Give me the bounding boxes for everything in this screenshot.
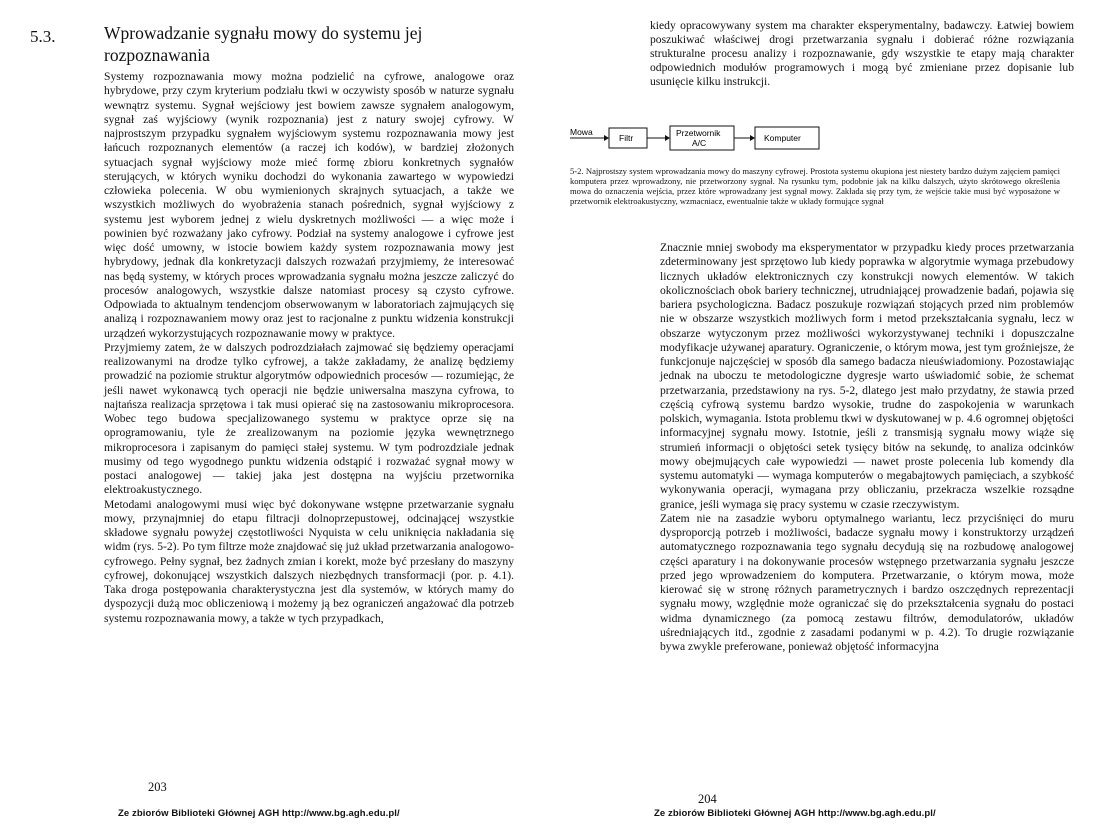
paragraph: Przyjmiemy zatem, że w dalszych podrozdziałach zajmować się będziemy operacjami realizowanymi na drodze tylko cyfrowej, a także zakładamy, że analizę będziemy prowadzić na poziomie struktur algorytmów odpowiednich procesów — rozumiejąc, że jeśli nawet wykonawcą tych operacji nie będzie uniwersalna maszyna cyfrowa, to najtańsza realizacja sprzętowa i tak musi opierać się na zastosowaniu mikroprocesora. Wobec tego budowa specjalizowanego systemu w praktyce oprze się na oprogramowaniu, tyle że zrealizowanym na poziomie języka wewnętrznego mikroprocesora i zapisanym do pamięci stałej systemu. W tym podrozdziale jednak musimy od tego wygodnego punktu widzenia odstąpić i rozważać sygnał mowy w postaci analogowej — takiej jaka jest dostępna na wyjściu przetwornika elektroakustycznego. <box>104 340 514 497</box>
computer-label: Komputer <box>764 133 801 143</box>
converter-label: Przetwornik <box>676 128 721 138</box>
arrow-head <box>750 135 755 141</box>
section-number: 5.3. <box>30 27 56 46</box>
paragraph: Metodami analogowymi musi więc być dokonywane wstępne przetwarzanie sygnału mowy, przynajmniej do etapu filtracji dolnoprzepustowej, odcinającej wszystkie składowe sygnału powyżej częstotliwości Nyquista w celu uniknięcia nakładania się widm (rys. 5-2). Po tym filtrze może znajdować się już układ przetwarzania analogowo-cyfrowego. Pełny sygnał, bez żadnych zmian i korekt, może być przesłany do maszyny cyfrowej, dokonującej wszystkich dalszych niezbędnych transformacji (por. p. 4.1). Taka droga postępowania charakterystyczna jest dla systemów, w których mamy do dyspozycji dużą moc obliczeniową i możemy ją bez ograniczeń angażować dla potrzeb systemu rozpoznawania mowy, a także w tych przypadkach, <box>104 497 514 625</box>
right-page <box>550 0 1100 829</box>
converter-sublabel: A/C <box>692 138 707 148</box>
left-body-text <box>104 70 514 626</box>
right-top-text <box>650 19 1074 89</box>
block-diagram <box>570 120 830 160</box>
library-footer: Ze zbiorów Biblioteki Głównej AGH http://www.bg.agh.edu.pl/ <box>118 808 400 819</box>
paragraph: Systemy rozpoznawania mowy można podzielić na cyfrowe, analogowe oraz hybrydowe, przy czym kryterium podziału tkwi w oczywisty sposób w naturze sygnału wewnątrz systemu. Sygnał wejściowy jest bowiem zawsze sygnałem analogowym, sygnał zaś wyjściowy (wynik rozpoznania) jest z natury swojej cyfrowy. W najprostszym przypadku sygnałem wyjściowym systemu rozpoznawania mowy jest łańcuch rozpoznanych elementów (a raczej ich kodów), w bardziej złożonych sytuacjach sygnał wyjściowy może mieć formę zbioru konkretnych sygnałów sterujących, w których wyniku dochodzi do wykonania zawartego w wypowiedzi człowieka polecenia. W obu wymienionych skrajnych sytuacjach, a także we wszystkich możliwych do wyobrażenia stanach pośrednich, sygnał wyjściowy z systemu jest wyborem jednej z wielu dyskretnych możliwości — a więc może i powinien być rozważany jako cyfrowy. Podział na systemy analogowe i cyfrowe jest więc dość umowny, w istocie bowiem każdy system rozpoznawania mowy jest hybrydowy, jednak dla konkretyzacji dalszych rozważań przyjmiemy, że interesować nas będą systemy, w których proces wprowadzania sygnału można jeszcze zaliczyć do procesów analogowych, wszystkie dalsze natomiast procesy są czysto cyfrowe. Odpowiada to aktualnym tendencjom obserwowanym w laboratoriach zajmujących się analizą i rozpoznawaniem mowy oraz jest to racjonalne z punktu widzenia konstrukcji urządzeń wykorzystujących rozpoznawanie mowy w praktyce. <box>104 70 514 340</box>
arrow-head <box>604 135 609 141</box>
section-title: Wprowadzanie sygnału mowy do systemu jej rozpoznawania <box>104 23 423 65</box>
figure-caption: 5-2. Najprostszy system wprowadzania mowy do maszyny cyfrowej. Prostota systemu okupiona jest niestety bardzo dużym zajęciem pamięci komputera przez wprowadzony, nie przetworzony sygnał. Na rysunku tym, podobnie jak na kilku dalszych, użyto skrótowego określenia mowa do oznaczenia wejścia, przez które wprowadzany jest sygnał mowy. Zakłada się przy tym, że wejście takie musi być wyposażone w przetwornik elektroakustyczny, wzmacniacz, ewentualnie także w układy formujące sygnał <box>570 166 1060 206</box>
paragraph: kiedy opracowywany system ma charakter eksperymentalny, badawczy. Łatwiej bowiem poszukiwać właściwej drogi przetwarzania sygnału i dobierać różne rozwiązania strukturalne procesu analizy i rozpoznawanie, gdy wszystkie te etapy mają charakter odpowiednich modułów programowych i mogą być zmieniane przez dopisanie lub usunięcie kilku instrukcji. <box>650 19 1074 89</box>
arrow-head <box>665 135 670 141</box>
diagram-svg <box>570 120 830 160</box>
page-number: 204 <box>698 792 717 806</box>
right-body-text <box>660 241 1074 654</box>
paragraph: Zatem nie na zasadzie wyboru optymalnego wariantu, lecz przyciśnięci do muru dysproporcją potrzeb i możliwości, badacze sygnału mowy i konstruktorzy urządzeń automatycznego rozpoznawania tego sygnału decydują się na rozbudowę analogowej części aparatury i na dokonywanie procesów wstępnego przetwarzania sygnału jeszcze przed jego wprowadzeniem do komputera. Przetwarzanie, o którym mowa, może kierować się w stronę różnych parametrycznych i bardzo oszczędnych reprezentacji sygnału mowy, względnie może ograniczać się do przekształcenia sygnału do postaci widma dynamicznego (za pomocą zestawu filtrów, demodulatorów, układów uśredniających itd., zgodnie z zasadami podanymi w p. 4.2). To drugie rozwiązanie bywa zwykle preferowane, ponieważ objętość informacyjna <box>660 511 1074 653</box>
diagram-input-label: Mowa <box>570 127 593 137</box>
filter-label: Filtr <box>619 133 634 143</box>
library-footer: Ze zbiorów Biblioteki Głównej AGH http://www.bg.agh.edu.pl/ <box>654 808 936 819</box>
paragraph: Znacznie mniej swobody ma eksperymentator w przypadku kiedy proces przetwarzania zdeterminowany jest sprzętowo lub kiedy poprawka w algorytmie wymaga przebudowy licznych układów elektronicznych czy konstrukcji nowych elementów. W takich okolicznościach obok bariery technicznej, utrudniającej prowadzenie badań, pojawia się bariera psychologiczna. Badacz poszukuje rozwiązań stojących przed nim problemów nie w obszarze wszystkich możliwych form i metod przekształcania sygnału, lecz w obszarze wytyczonym przez możliwości wykorzystywanej techniki i dopuszczalne modyfikacje używanej aparatury. Ograniczenie, o którym mowa, jest tym groźniejsze, że funkcjonuje najczęściej w sposób dla samego badacza nieuświadomiony. Pozostawiając jednak na uboczu te metodologiczne dygresje warto uświadomić sobie, że schemat przetwarzania, przedstawiony na rys. 5-2, dlatego jest mało przydatny, że stawia przed częścią cyfrową systemu bardzo wysokie, trudne do zaspokojenia w warunkach polskich, wymagania. Istota problemu tkwi w dyskutowanej w p. 4.6 ogromnej objętości informacyjnej sygnału mowy. Istotnie, jeśli z transmisją sygnału mowy wiąże się strumień informacji o objętości setek tysięcy bitów na sekundę, to analiza odcinków mowy obejmujących całe wypowiedzi — nawet proste polecenia lub komendy dla systemu automatyki — wymaga komputerów o megabajtowych pamięciach, a szybkość wykonywania operacji, wymagana przy obliczaniu, przekracza wszelkie rozsądne granice, jeśli wymaga się pracy systemu w czasie rzeczywistym. <box>660 241 1074 511</box>
page-number: 203 <box>148 780 167 794</box>
